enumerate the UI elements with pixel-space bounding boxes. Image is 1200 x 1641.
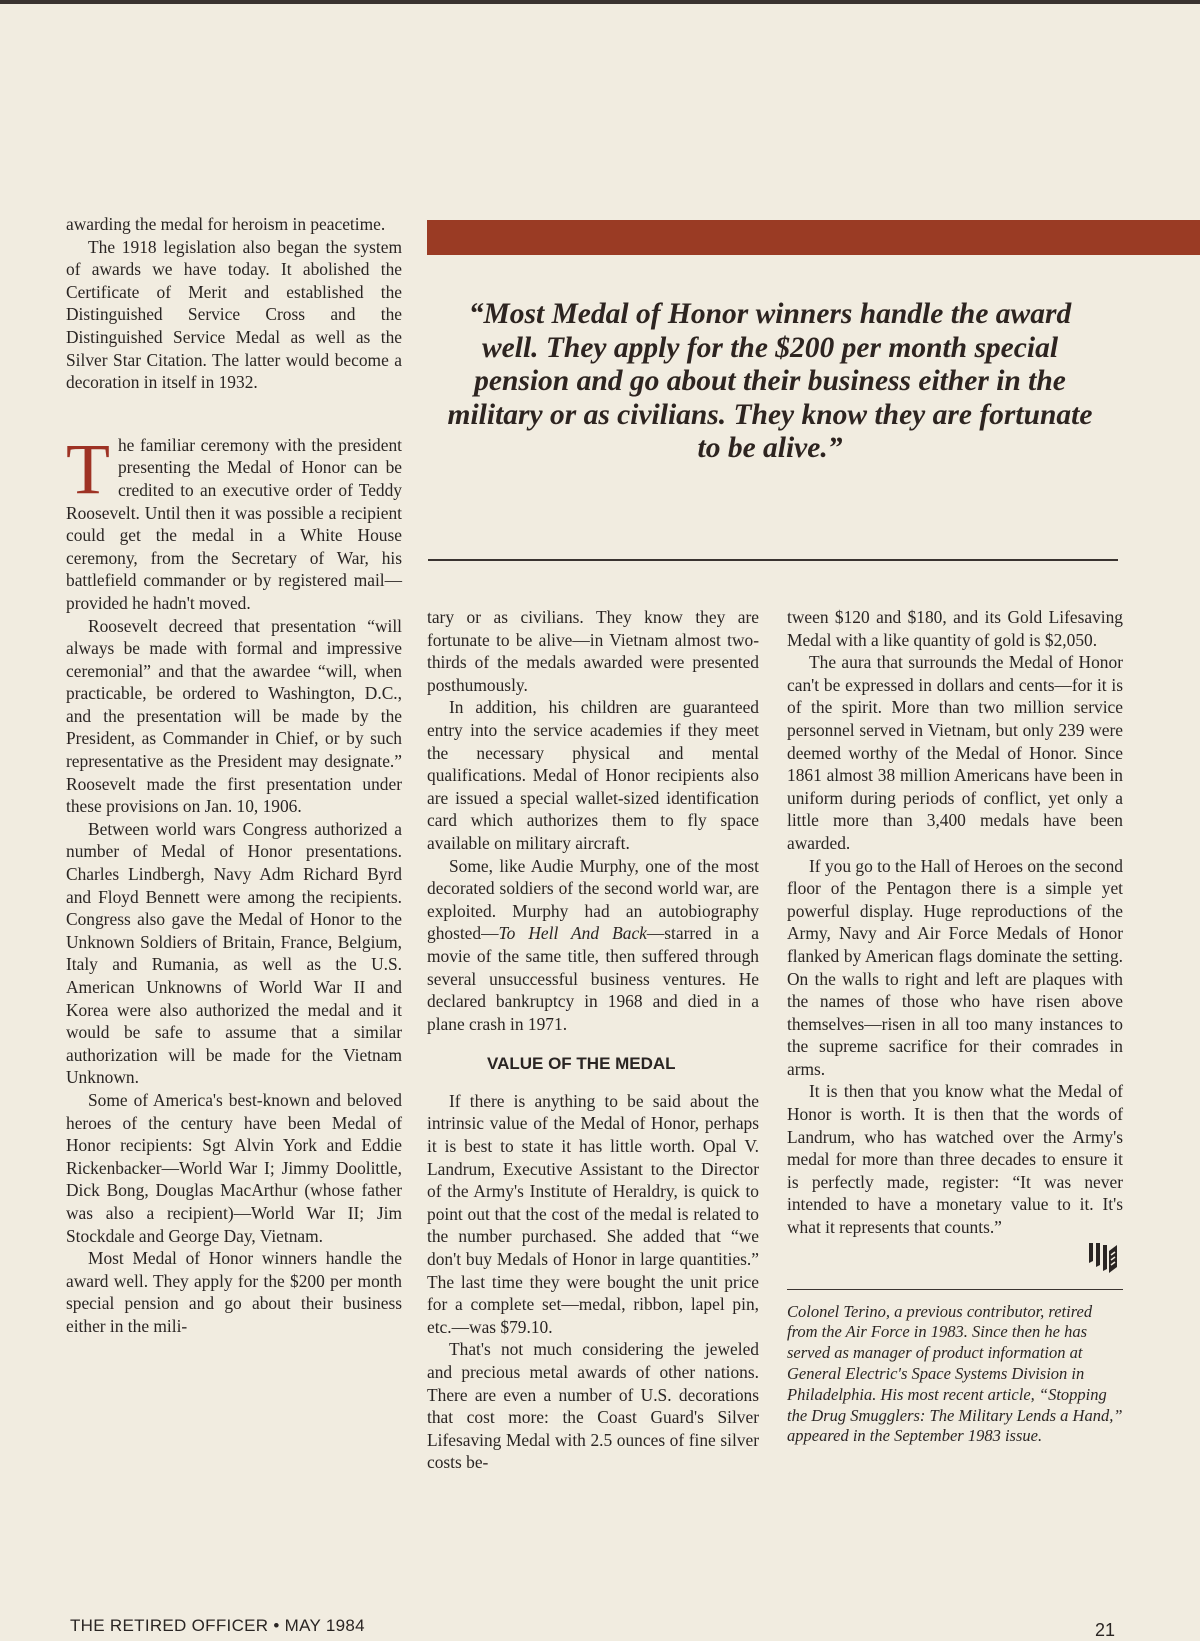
- paragraph-dropcap: [66, 428, 402, 615]
- paragraph: If there is anything to be said about the intrinsic value of the Medal of Honor, perhaps it is best to state it has little worth. Opal V. Landrum, Executive Assistant to the Director of the Army's Institute of Heraldry, is quick to point out that the cost of the medal is related to the number purchased. She added that “we don't buy Medals of Honor in large quantities.” The last time they were bought the unit price for a complete set—medal, ribbon, lapel pin, etc.—was $79.10.: [427, 1090, 759, 1337]
- paragraph: The aura that surrounds the Medal of Honor can't be expressed in dollars and cents—for it is of the spirit. More than two million service personnel served in Vietnam, but only 239 were deemed worthy of the Medal of Honor. Since 1861 almost 38 million Americans have been in uniform during periods of conflict, yet only a little more than 3,400 medals have been awarded.: [787, 652, 1123, 853]
- paragraph: Most Medal of Honor winners handle the award well. They apply for the $200 per month special pension and go about their business either in the mili-: [66, 1248, 402, 1336]
- accent-bar: [427, 220, 1200, 255]
- author-bio: Colonel Terino, a previous contributor, retired from the Air Force in 1983. Since then he has served as manager of product information at General Electric's Space Systems Division in Philadelphia. His most recent article, “Stopping the Drug Smugglers: The Military Lends a Hand,” appeared in the September 1983 issue.: [787, 1301, 1123, 1446]
- book-title: To Hell And Back: [498, 923, 647, 944]
- paragraph: In addition, his children are guaranteed entry into the service academies if they meet the necessary physical and mental qualifications. Medal of Honor recipients also are issued a special wallet-sized identification card which authorizes them to fly space available on military aircraft.: [427, 697, 759, 853]
- paragraph: tween $120 and $180, and its Gold Lifesaving Medal with a like quantity of gold is $2,050.: [787, 607, 1123, 650]
- paragraph: The 1918 legislation also began the system of awards we have today. It abolished the Certificate of Merit and established the Distinguished Service Cross and the Distinguished Service Medal as well as the Silver Star Citation. The latter would become a decoration in itself in 1932.: [66, 236, 402, 393]
- top-border: [0, 0, 1200, 4]
- paragraph: tary or as civilians. They know they are fortunate to be alive—in Vietnam almost two-thirds of the medals awarded were presented posthumously.: [427, 607, 759, 695]
- paragraph-text: Some, like Audie Murphy, one of the most decorated soldiers of the second world war, are exploited. Murphy had an autobiography ghosted—: [427, 855, 759, 944]
- column-1: [66, 213, 402, 1338]
- paragraph: Between world wars Congress authorized a number of Medal of Honor presentations. Charles Lindbergh, Navy Adm Richard Byrd and Floyd Bennett were among the recipients. Congress also gave the Medal of Honor to the Unknown Soldiers of Britain, France, Belgium, Italy and Rumania, as well as the U.S. American Unknowns of World War II and Korea were also authorized the medal and it would be safe to assume that a similar authorization will be made for the Vietnam Unknown.: [66, 818, 402, 1088]
- paragraph: Roosevelt decreed that presentation “will always be made with formal and impressive ceremonial” and that the awardee “will, when practicable, be ordered to Washington, D.C., and the presentation will be made by the President, as Commander in Chief, or by such representative as the President may designate.” Roosevelt made the first presentation under these provisions on Jan. 10, 1906.: [66, 615, 402, 817]
- dropcap-paragraph-text: he familiar ceremony with the president presenting the Medal of Honor can be credited to an executive order of Teddy Roosevelt. Until then it was possible a recipient could get the medal in a White House ceremony, from the Secretary of War, his battlefield commander or by registered mail—provided he hadn't moved.: [66, 434, 402, 613]
- paragraph: Some of America's best-known and beloved heroes of the century have been Medal of Honor recipients: Sgt Alvin York and Eddie Rickenbacker—World War I; Jimmy Doolittle, Dick Bong, Douglas MacArthur (whose father was also a recipient)—World War II; Jim Stockdale and George Day, Vietnam.: [66, 1089, 402, 1246]
- end-mark: [787, 1239, 1123, 1279]
- pull-quote: “Most Medal of Honor winners handle the award well. They apply for the $200 per month special pension and go about their business either in the military or as civilians. They know they are fortunate to be alive.”: [447, 298, 1093, 464]
- column-3: [787, 606, 1123, 1447]
- footer-publication: THE RETIRED OFFICER • MAY 1984: [70, 1616, 365, 1635]
- bio-rule: [787, 1289, 1123, 1290]
- pull-quote-rule: [428, 559, 1118, 561]
- paragraph: [427, 855, 759, 1036]
- column-2: [427, 606, 759, 1474]
- paragraph: awarding the medal for heroism in peacetime.: [66, 214, 386, 234]
- paragraph: If you go to the Hall of Heroes on the second floor of the Pentagon there is a simple yet powerful display. Huge reproductions of the Army, Navy and Air Force Medals of Honor flanked by American flags dominate the setting. On the walls to right and left are plaques with the names of those who have risen above themselves—risen in all too many instances to the supreme sacrifice for their comrades in arms.: [787, 855, 1123, 1079]
- section-heading: VALUE OF THE MEDAL: [487, 1054, 676, 1074]
- page-number: 21: [1095, 1620, 1116, 1640]
- paragraph-text: —starred in a movie of the same title, then suffered through several unsuccessful business ventures. He declared bankruptcy in 1968 and died in a plane crash in 1971.: [427, 923, 759, 1034]
- magazine-end-mark-icon: [1087, 1241, 1119, 1275]
- drop-cap: T: [66, 428, 110, 509]
- paragraph: That's not much considering the jeweled and precious metal awards of other nations. There are even a number of U.S. decorations that cost more: the Coast Guard's Silver Lifesaving Medal with 2.5 ounces of fine silver costs be-: [427, 1339, 759, 1473]
- paragraph: It is then that you know what the Medal of Honor is worth. It is then that the words of Landrum, who has watched over the Army's medal for more than three decades to ensure it is perfectly made, register: “It was never intended to have a monetary value to it. It's what it represents that counts.”: [787, 1081, 1123, 1238]
